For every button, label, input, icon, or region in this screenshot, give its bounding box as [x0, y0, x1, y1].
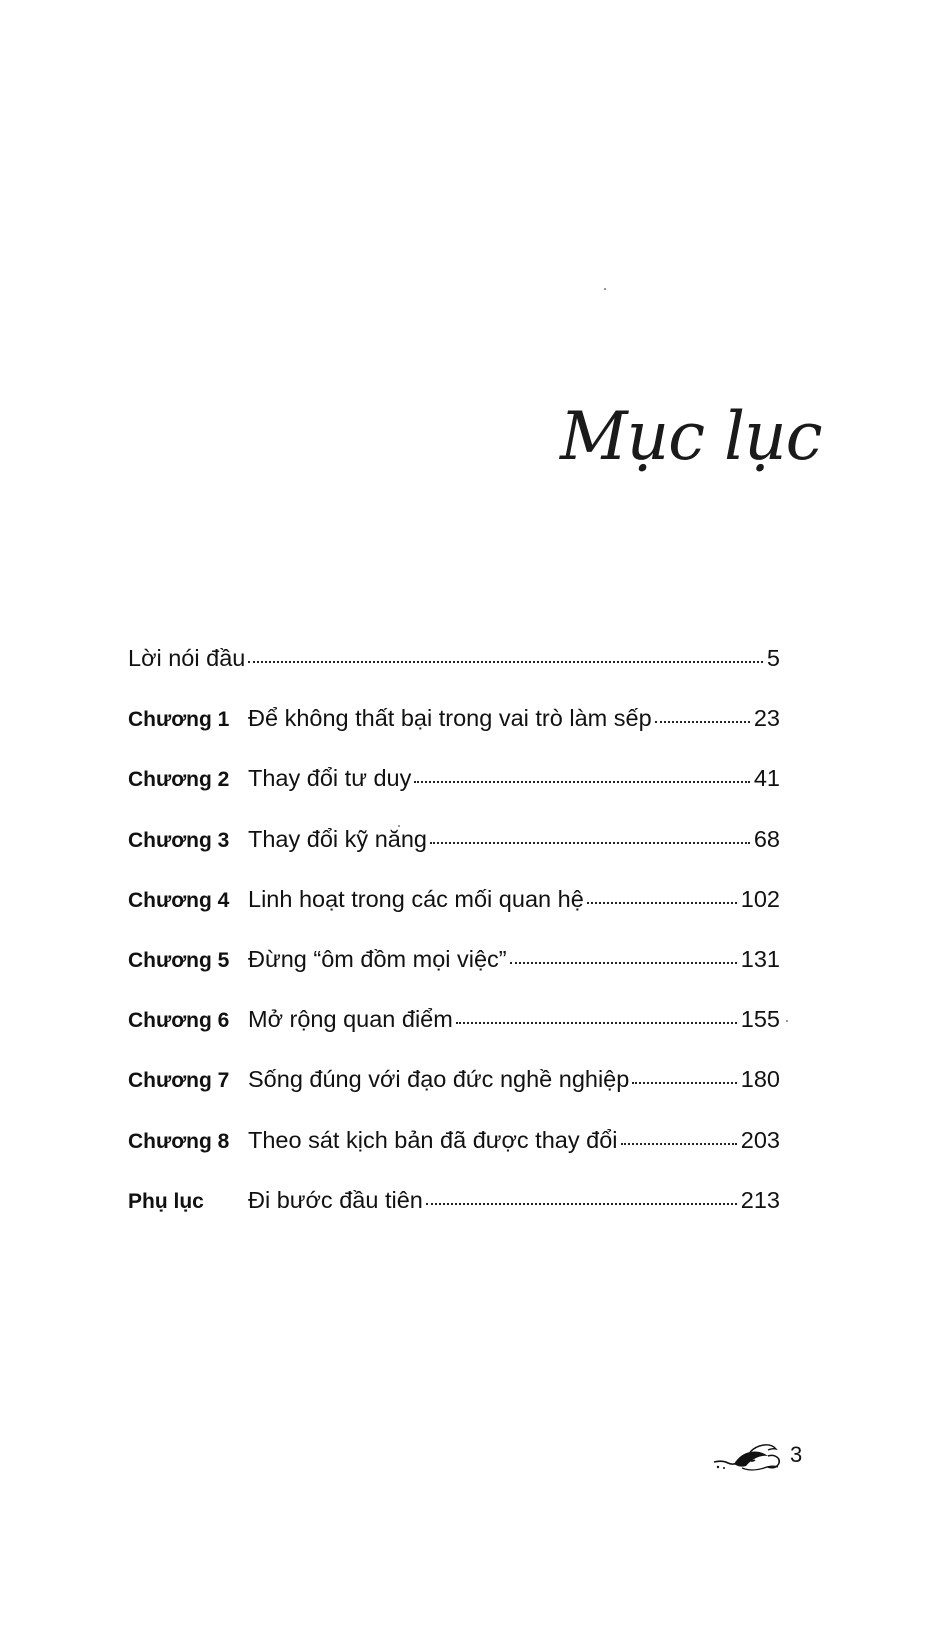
toc-entry-chapter-7 — [128, 1066, 780, 1126]
flourish-ornament-icon — [712, 1440, 790, 1474]
toc-entry-title: Đi bước đầu tiên — [248, 1186, 423, 1213]
toc-entry-chapter-2 — [128, 765, 780, 825]
dot-leader — [456, 1022, 737, 1024]
toc-entry-page: 203 — [740, 1126, 780, 1153]
toc-entry-page: 41 — [753, 765, 780, 792]
toc-entry-chapter-1 — [128, 705, 780, 765]
dot-leader — [510, 962, 737, 964]
table-of-contents — [128, 645, 780, 1247]
dot-leader — [621, 1143, 737, 1145]
toc-entry-page: 213 — [740, 1186, 780, 1213]
dot-leader — [587, 902, 737, 904]
toc-entry-page: 23 — [753, 705, 780, 732]
toc-entry-page: 155 — [740, 1006, 780, 1033]
toc-entry-title: Thay đổi tư duy — [248, 765, 412, 792]
toc-entry-title: Để không thất bại trong vai trò làm sếp — [248, 705, 652, 732]
toc-entry-page: 5 — [766, 645, 780, 671]
toc-entry-label: Chương 4 — [128, 888, 230, 912]
toc-entry-chapter-4 — [128, 886, 780, 946]
toc-entry-page: 102 — [740, 885, 780, 912]
toc-entry-title: Lời nói đầu — [128, 645, 246, 671]
toc-entry-label: Chương 3 — [128, 828, 230, 852]
toc-entry-label: Chương 5 — [128, 948, 230, 972]
toc-entry-title: Theo sát kịch bản đã được thay đổi — [248, 1126, 618, 1153]
toc-entry-label: Chương 2 — [128, 768, 230, 792]
toc-entry-label: Phụ lục — [128, 1189, 204, 1213]
toc-entry-label: Chương 7 — [128, 1069, 230, 1093]
scan-speck — [604, 288, 606, 290]
toc-entry-appendix — [128, 1187, 780, 1247]
dot-leader — [430, 842, 750, 844]
toc-entry-page: 68 — [753, 825, 780, 852]
page-title: Mục lục — [560, 398, 822, 475]
toc-entry-preface — [128, 645, 780, 705]
toc-entry-title: Đừng “ôm đồm mọi việc” — [248, 945, 507, 972]
scan-speck — [786, 1020, 788, 1022]
toc-entry-title: Mở rộng quan điểm — [248, 1006, 453, 1033]
dot-leader — [426, 1203, 737, 1205]
toc-entry-label: Chương 8 — [128, 1129, 230, 1153]
toc-entry-title: Sống đúng với đạo đức nghề nghiệp — [248, 1066, 630, 1093]
toc-entry-chapter-3 — [128, 826, 780, 886]
toc-entry-label: Chương 6 — [128, 1009, 230, 1033]
toc-entry-chapter-5 — [128, 946, 780, 1006]
toc-entry-title: Linh hoạt trong các mối quan hệ — [248, 885, 584, 912]
dot-leader — [632, 1082, 736, 1084]
toc-entry-chapter-8 — [128, 1127, 780, 1187]
page-number: 3 — [790, 1442, 803, 1467]
toc-entry-chapter-6 — [128, 1006, 780, 1066]
toc-entry-label: Chương 1 — [128, 708, 230, 732]
toc-entry-page: 180 — [740, 1066, 780, 1093]
toc-entry-title: Thay đổi kỹ năng — [248, 825, 427, 852]
dot-leader — [248, 661, 763, 663]
dot-leader — [655, 721, 750, 723]
page-footer — [712, 1438, 812, 1478]
toc-entry-page: 131 — [740, 945, 780, 972]
dot-leader — [414, 781, 750, 783]
